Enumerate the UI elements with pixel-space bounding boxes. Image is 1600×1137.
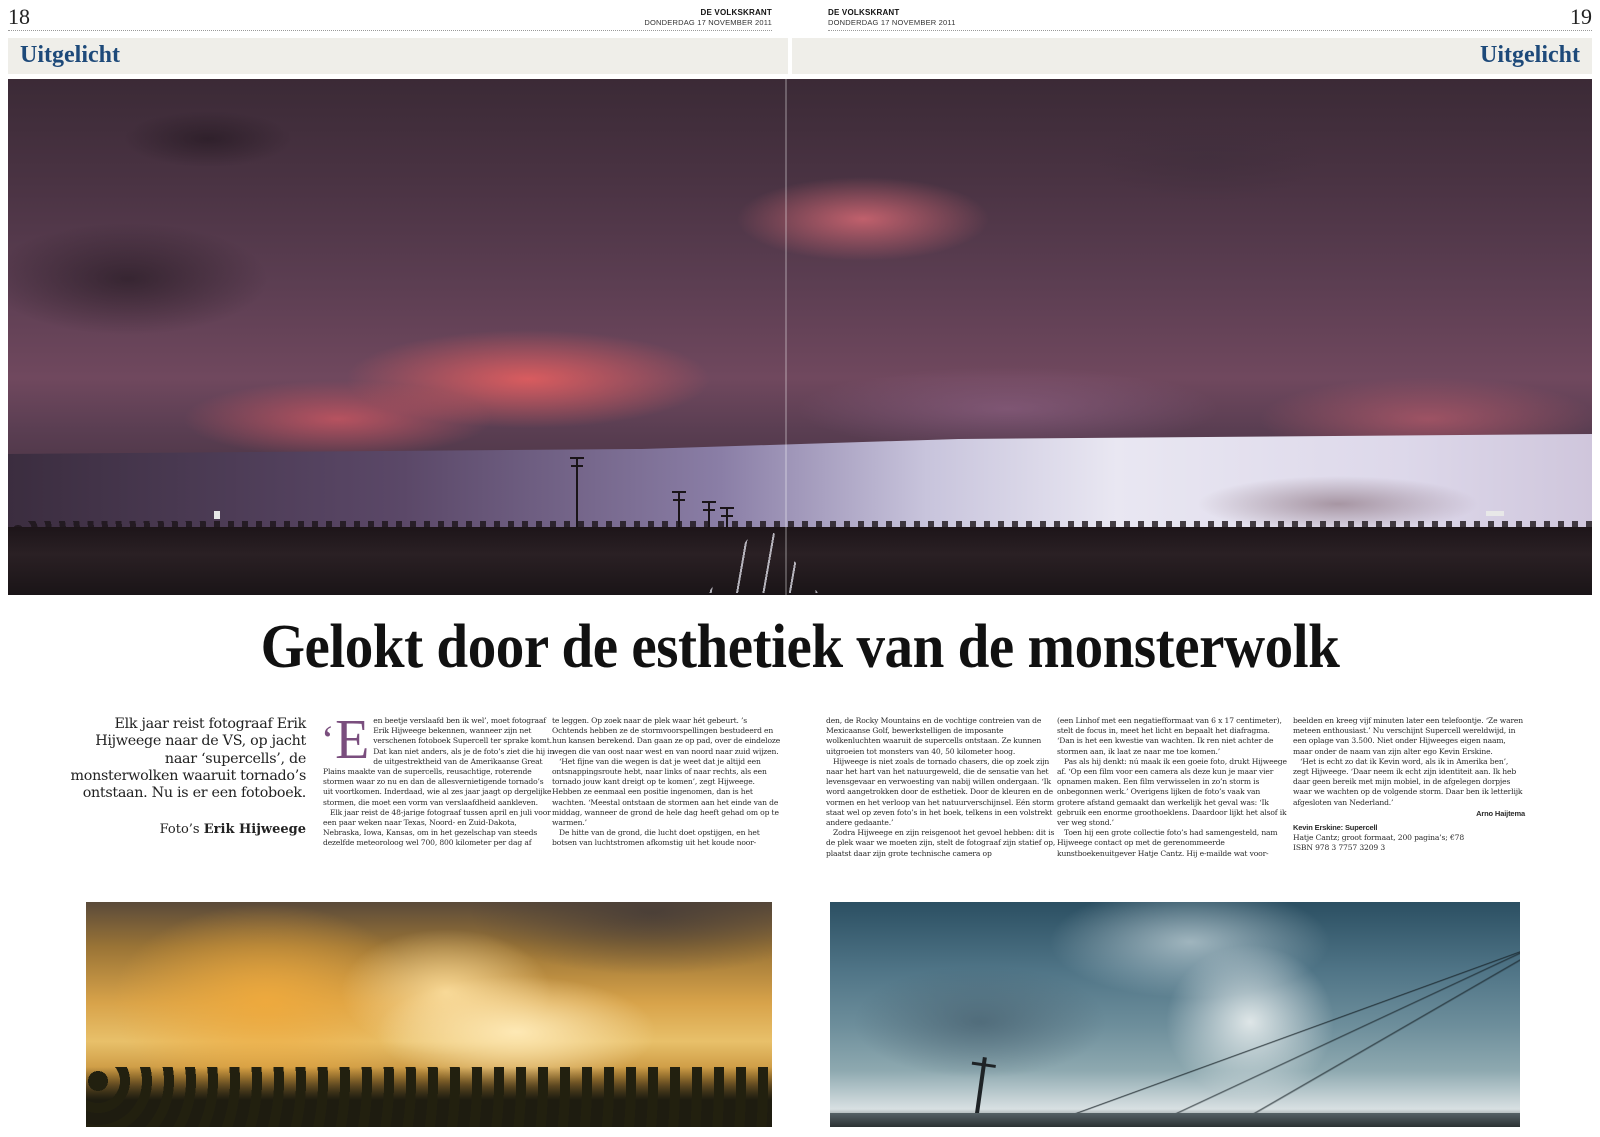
credit-prefix: Foto’s [159, 822, 200, 837]
article-column-4 [1057, 716, 1289, 859]
article-column-3 [826, 716, 1058, 859]
page-number-left: 18 [8, 4, 30, 29]
paper-name: DE VOLKSKRANT [700, 8, 772, 17]
masthead-left [644, 8, 772, 28]
paragraph: Toen hij een grote collectie foto’s had samengesteld, nam Hijweege contact op met de gerenommeerde kunstboekenuitgever Hatje Cantz. Hij e-mailde wat voor- [1057, 828, 1278, 858]
article-column-5 [1293, 716, 1525, 854]
horizon-ground [830, 1113, 1520, 1127]
credit-name: Erik Hijweege [203, 822, 306, 837]
paragraph: en beetje verslaafd ben ik wel’, moet fotograaf Erik Hijweege bekennen, wanneer zijn net verschenen fotoboek Supercell ter sprake komt. Dat kan niet anders, als je de foto’s ziet die hij in de uitgestrektheid van de Amerikaanse Great Plains maakte van de supercells, reusachtige, roterende stormen waar zo nu en dan de allesvernietigende tornado’s uit voortkomen. Inderdaad, wie al zes jaar jaagt op dergelijke stormen, die moet een vorm van verslaafdheid aankleven. [323, 716, 555, 807]
photo-golden-storm [86, 902, 772, 1127]
section-band-right [792, 38, 1592, 74]
power-pylon [678, 491, 680, 527]
section-title: Uitgelicht [20, 42, 120, 68]
article-intro: Elk jaar reist fotograaf Erik Hijweege naar de VS, op jacht naar ‘supercells’, de monsterwolken waaruit tornado’s ontstaan. Nu is er een fotoboek. [70, 716, 306, 802]
photo-credit [60, 822, 306, 837]
issue-date: DONDERDAG 17 NOVEMBER 2011 [828, 18, 956, 27]
paragraph: Pas als hij denkt: nú maak ik een goeie foto, drukt Hijweege af. ‘Op een film voor een camera als deze kun je maar vier opnamen maken. Een film verwisselen in zo’n storm is onbegonnen werk.’ Overigens lijken de foto’s vaak van grotere afstand gemaakt dan werkelijk het geval was: ‘Ik gebruik een enorme groothoeklens. Daardoor lijkt het alsof ik ver weg stond.’ [1057, 756, 1287, 828]
paragraph: Elk jaar reist de 48-jarige fotograaf tussen april en juli voor een paar weken naar Texas, Noord- en Zuid-Dakota, Nebraska, Iowa, Kansas, om in het gezelschap van steeds dezelfde meteoroloog wel 700, 800 kilometer per dag af [323, 807, 551, 848]
article-column-2 [552, 716, 784, 849]
section-band-left [8, 38, 788, 74]
paragraph: ‘Het is echt zo dat ik Kevin word, als ik in Amerika ben’, zegt Hijweege. ‘Daar neem ik echt zijn identiteit aan. Ik heb daar geen bereik met mijn mobiel, in de afgelegen dorpjes waar we wachten op de volgende storm. Daar ben ik letterlijk afgesloten van Nederland.’ [1293, 756, 1523, 807]
dark-cloud [412, 902, 772, 992]
paragraph: De hitte van de grond, die lucht doet opstijgen, en het botsen van luchtstromen afkomstig uit het koude noor- [552, 828, 760, 848]
road-sign [1486, 511, 1504, 516]
paragraph: den, de Rocky Mountains en de vochtige contreien van de Mexicaanse Golf, bewerkstelligen de imposante wolkenluchten waaruit de supercells ontstaan. Ze kunnen uitgroeien tot monsters van 40, 50 kilometer hoog. [826, 716, 1042, 756]
paper-name: DE VOLKSKRANT [828, 8, 900, 17]
article-column-1 [321, 709, 555, 849]
plowed-field [8, 527, 1592, 595]
paragraph: beelden en kreeg vijf minuten later een telefoontje. ‘Ze waren meteen enthousiast.’ Nu verschijnt Supercell wereldwijd, in een oplage van 3.500. Niet onder Hijweeges eigen naam, maar onder de naam van zijn alter ego Kevin Erskine. [1293, 716, 1524, 756]
issue-date: DONDERDAG 17 NOVEMBER 2011 [644, 18, 772, 27]
masthead-right [828, 8, 956, 28]
page-fold [785, 79, 787, 595]
power-pylon [708, 501, 710, 527]
article-headline: Gelokt door de esthetiek van de monsterwolk [260, 613, 1340, 681]
power-lines [830, 902, 1520, 1127]
dropcap: ‘E [321, 709, 370, 771]
photo-blue-supercell [830, 902, 1520, 1127]
paragraph: te leggen. Op zoek naar de plek waar hét gebeurt. ’s Ochtends hebben ze de stormvoorspellingen bestudeerd en hun kansen berekend. Dan gaan ze op pad, over de eindeloze wegen die van oost naar west en van noord naar zuid wijzen. [552, 716, 781, 756]
header-divider [8, 30, 772, 31]
book-details: Hatje Cantz; groot formaat, 200 pagina’s; €78 [1293, 833, 1464, 843]
book-info [1293, 823, 1525, 854]
power-pylon [726, 507, 728, 527]
road-sign [214, 511, 220, 519]
book-title: Kevin Erskine: Supercell [1293, 823, 1378, 833]
hero-photo-supercell [8, 79, 1592, 595]
section-title: Uitgelicht [1480, 42, 1580, 68]
page-number-right: 19 [1570, 4, 1592, 29]
paragraph: (een Linhof met een negatiefformaat van 6 x 17 centimeter), stelt de focus in, meet het licht en bepaalt het diafragma. ‘Dan is het een kwestie van wachten. Ik ren niet achter de stormen aan, ik laat ze naar me toe komen.’ [1057, 716, 1282, 756]
cloud-shelf [8, 79, 1592, 459]
shrubland [86, 1067, 772, 1127]
book-isbn: ISBN 978 3 7757 3209 3 [1293, 843, 1386, 853]
power-pylon [576, 457, 578, 527]
author-byline: Arno Haijtema [1476, 808, 1525, 818]
header-divider [828, 30, 1592, 31]
paragraph: ‘Het fijne van die wegen is dat je weet dat je altijd een ontsnappingsroute hebt, naar links of naar rechts, als een tornado jouw kant dreigt op te komen’, zegt Hijweege. Hebben ze eenmaal een positie ingenomen, dan is het wachten. ‘Meestal ontstaan de stormen aan het einde van de middag, wanneer de grond de hele dag heeft gehad om op te warmen.’ [552, 756, 779, 828]
paragraph: Zodra Hijweege en zijn reisgenoot het gevoel hebben: dit is de plek waar we moeten zijn, stelt de fotograaf zijn statief op, plaatst daar zijn grote technische camera op [826, 828, 1056, 858]
paragraph: Hijweege is niet zoals de tornado chasers, die op zoek zijn naar het hart van het natuurgeweld, die de sensatie van het levensgevaar en verwoesting van nabij willen ondergaan. ‘Ik word aangetrokken door de esthetiek. Door de kleuren en de vormen en het verloop van het natuurverschijnsel. Eén storm staat wel op zeven foto’s in het boek, telkens in een volstrekt andere gedaante.’ [826, 756, 1054, 828]
